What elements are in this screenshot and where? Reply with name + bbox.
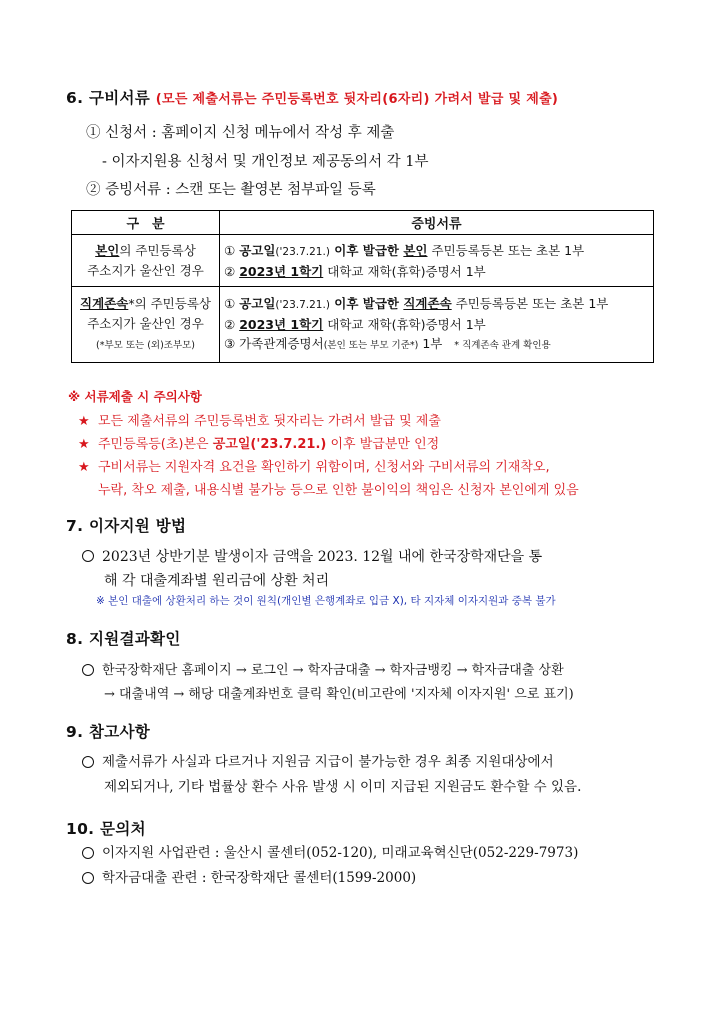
circle-bullet-icon <box>82 664 94 676</box>
section-7-note: ※ 본인 대출에 상환처리 하는 것이 원칙(개인별 은행계좌로 입금 X), 타 지자체 이자지원과 중복 불가 <box>96 595 556 607</box>
section-9-line: 제출서류가 사실과 다르거나 지원금 지급이 불가능한 경우 최종 지원대상에서 <box>82 750 554 770</box>
category-text: 주소지가 울산인 경우 <box>87 262 204 278</box>
section-10-title: 10. 문의처 <box>66 820 146 838</box>
star-icon: ★ <box>78 460 90 475</box>
document-line: ② 2023년 1학기 대학교 재학(휴학)증명서 1부 <box>224 263 486 279</box>
table-cell-category <box>72 235 220 287</box>
section-6-red-note: (모든 제출서류는 주민등록번호 뒷자리(6자리) 가려서 발급 및 제출) <box>155 92 559 107</box>
star-icon: ★ <box>78 414 90 429</box>
section-9-title: 9. 참고사항 <box>66 723 151 741</box>
contact-line: 이자지원 사업관련 : 울산시 콜센터(052-120), 미래교육혁신단(052-229-7973) <box>82 841 578 861</box>
section-6-heading <box>66 86 558 108</box>
section-8-title: 8. 지원결과확인 <box>66 630 181 648</box>
star-icon: ★ <box>78 437 90 452</box>
table-row <box>72 287 654 363</box>
document-line: ① 공고일('23.7.21.) 이후 발급한 직계존속 주민등록등본 또는 초본 1부 <box>224 296 609 311</box>
section-8-line: 한국장학재단 홈페이지 → 로그인 → 학자금대출 → 학자금뱅킹 → 학자금대출 상환 <box>82 659 564 678</box>
circle-bullet-icon <box>82 847 94 859</box>
lineal-ascendant-label: 직계존속 <box>80 295 129 311</box>
table-cell-documents <box>220 287 654 363</box>
section-6-title: 6. 구비서류 <box>66 89 151 107</box>
section-8-line: → 대출내역 → 해당 대출계좌번호 클릭 확인(비고란에 '지자체 이자지원' 으로 표기) <box>104 687 574 702</box>
document-line: ③ 가족관계증명서(본인 또는 부모 기준*) 1부 * 직계존속 관계 확인용 <box>224 336 551 351</box>
warning-item: ★ 모든 제출서류의 주민등록번호 뒷자리는 가려서 발급 및 제출 <box>78 414 441 429</box>
warning-item-continued: 누락, 착오 제출, 내용식별 불가능 등으로 인한 불이익의 책임은 신청자 본인에게 있음 <box>98 483 579 498</box>
application-form-item: ① 신청서 : 홈페이지 신청 메뉴에서 작성 후 제출 <box>86 125 395 141</box>
document-line: ① 공고일('23.7.21.) 이후 발급한 본인 주민등록등본 또는 초본 1부 <box>224 242 585 258</box>
category-text: *의 주민등록상 <box>128 295 211 311</box>
table-cell-category <box>72 287 220 363</box>
section-7-title: 7. 이자지원 방법 <box>66 517 187 535</box>
warning-title: ※ 서류제출 시 주의사항 <box>68 389 202 404</box>
section-7-line: 해 각 대출계좌별 원리금에 상환 처리 <box>104 573 330 589</box>
contact-line: 학자금대출 관련 : 한국장학재단 콜센터(1599-2000) <box>82 866 416 886</box>
evidence-documents-item: ② 증빙서류 : 스캔 또는 촬영본 첨부파일 등록 <box>86 182 376 198</box>
section-7-line: 2023년 상반기분 발생이자 금액을 2023. 12월 내에 한국장학재단을 통 <box>82 546 542 566</box>
self-label: 본인 <box>95 242 120 258</box>
category-footnote: (*부모 또는 (외)조부모) <box>95 339 196 351</box>
table-cell-documents <box>220 235 654 287</box>
category-text: 의 주민등록상 <box>119 242 196 258</box>
warning-item: ★ 구비서류는 지원자격 요건을 확인하기 위함이며, 신청서와 구비서류의 기재착오, <box>78 460 550 475</box>
table-header-category: 구 분 <box>72 211 220 235</box>
circle-bullet-icon <box>82 756 94 768</box>
table-row <box>72 235 654 287</box>
section-9-line: 제외되거나, 기타 법률상 환수 사유 발생 시 이미 지급된 지원금도 환수할 수 있음. <box>104 779 582 795</box>
category-text: 주소지가 울산인 경우 <box>87 315 204 331</box>
document-line: ② 2023년 1학기 대학교 재학(휴학)증명서 1부 <box>224 317 486 332</box>
application-form-subitem: - 이자지원용 신청서 및 개인정보 제공동의서 각 1부 <box>102 154 429 170</box>
table-header-documents: 증빙서류 <box>220 211 654 235</box>
circle-bullet-icon <box>82 550 94 562</box>
evidence-table <box>71 210 654 363</box>
circle-bullet-icon <box>82 872 94 884</box>
warning-item: ★ 주민등록등(초)본은 공고일('23.7.21.) 이후 발급분만 인정 <box>78 437 440 452</box>
